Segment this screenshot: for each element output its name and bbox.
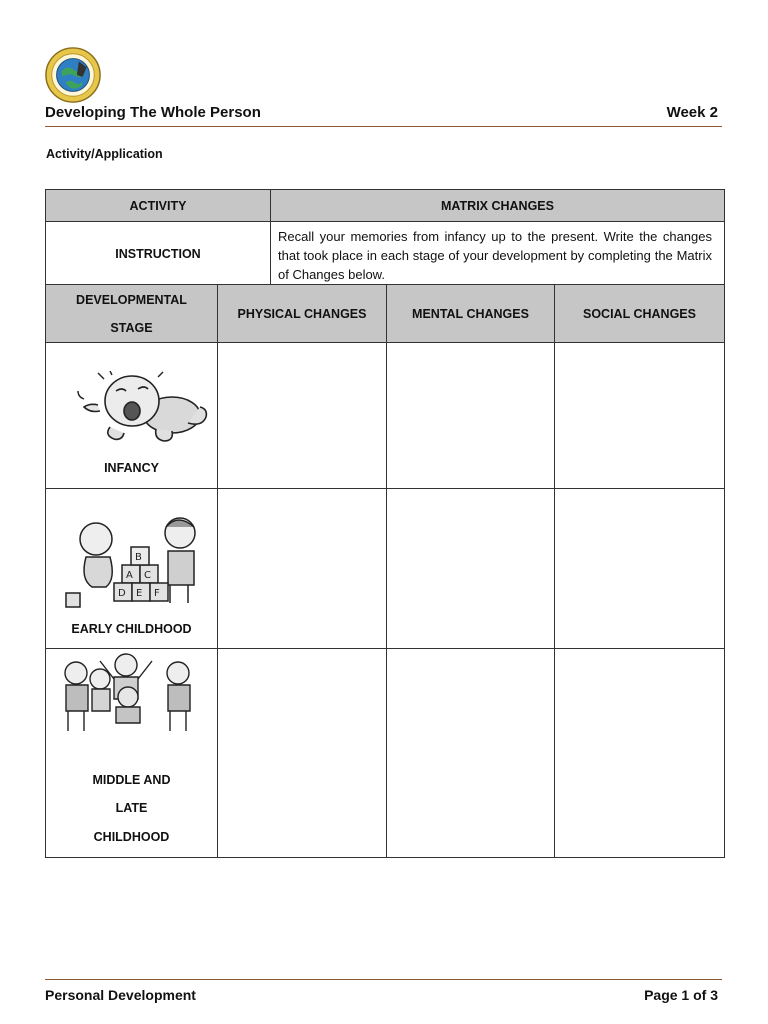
stage-cell-infancy xyxy=(46,343,218,489)
instruction-text-cell: Recall your memories from infancy up to the present. Write the changes that took place in each stage of your development by completing the Matrix of Changes below. xyxy=(271,222,725,286)
subject-label: Personal Development xyxy=(45,987,196,1003)
infancy-mental-cell[interactable] xyxy=(387,343,555,489)
school-logo-icon xyxy=(44,46,102,104)
stage-cell-middle-late-childhood xyxy=(46,649,218,858)
crying-baby-crawling-icon xyxy=(76,371,210,443)
document-title: Developing The Whole Person xyxy=(45,104,261,121)
matrix-header-row xyxy=(46,285,725,343)
activity-table xyxy=(45,189,725,286)
instruction-label-cell: INSTRUCTION xyxy=(46,222,271,286)
stage-cell-early-childhood xyxy=(46,489,218,649)
page-number: Page 1 of 3 xyxy=(644,987,718,1003)
svg-text:E: E xyxy=(136,588,143,599)
svg-text:D: D xyxy=(118,588,126,599)
infancy-social-cell[interactable] xyxy=(555,343,725,489)
stage-label-line-late: LATE xyxy=(115,801,148,815)
stage-header-line1: DEVELOPMENTAL xyxy=(76,292,187,307)
svg-text:F: F xyxy=(154,588,160,599)
physical-changes-header: PHYSICAL CHANGES xyxy=(218,285,387,343)
svg-text:C: C xyxy=(144,570,151,581)
section-label: Activity/Application xyxy=(46,147,163,161)
children-playing-blocks-icon xyxy=(62,513,204,609)
matrix-of-changes-table xyxy=(45,284,725,858)
stage-header-line2: STAGE xyxy=(110,320,153,335)
header-rule xyxy=(45,126,722,127)
table-row xyxy=(46,489,725,649)
stage-label-line-middle-and: MIDDLE AND xyxy=(92,773,171,787)
activity-value-cell: MATRIX CHANGES xyxy=(271,190,725,222)
stage-label-early-childhood: EARLY CHILDHOOD xyxy=(71,622,192,636)
week-label: Week 2 xyxy=(666,104,718,121)
table-row xyxy=(46,343,725,489)
social-changes-header: SOCIAL CHANGES xyxy=(555,285,725,343)
stage-header-cell xyxy=(46,285,218,343)
early-childhood-physical-cell[interactable] xyxy=(218,489,387,649)
infancy-physical-cell[interactable] xyxy=(218,343,387,489)
footer-rule xyxy=(45,979,722,980)
page-header xyxy=(45,104,722,124)
activity-label-cell: ACTIVITY xyxy=(46,190,271,222)
group-of-children-icon xyxy=(54,651,206,735)
middle-late-childhood-mental-cell[interactable] xyxy=(387,649,555,858)
stage-label-line-childhood: CHILDHOOD xyxy=(93,830,170,844)
middle-late-childhood-physical-cell[interactable] xyxy=(218,649,387,858)
early-childhood-mental-cell[interactable] xyxy=(387,489,555,649)
svg-text:A: A xyxy=(126,570,133,581)
svg-text:B: B xyxy=(135,552,142,563)
middle-late-childhood-social-cell[interactable] xyxy=(555,649,725,858)
stage-label-infancy: INFANCY xyxy=(104,461,159,475)
table-row xyxy=(46,649,725,858)
mental-changes-header: MENTAL CHANGES xyxy=(387,285,555,343)
early-childhood-social-cell[interactable] xyxy=(555,489,725,649)
